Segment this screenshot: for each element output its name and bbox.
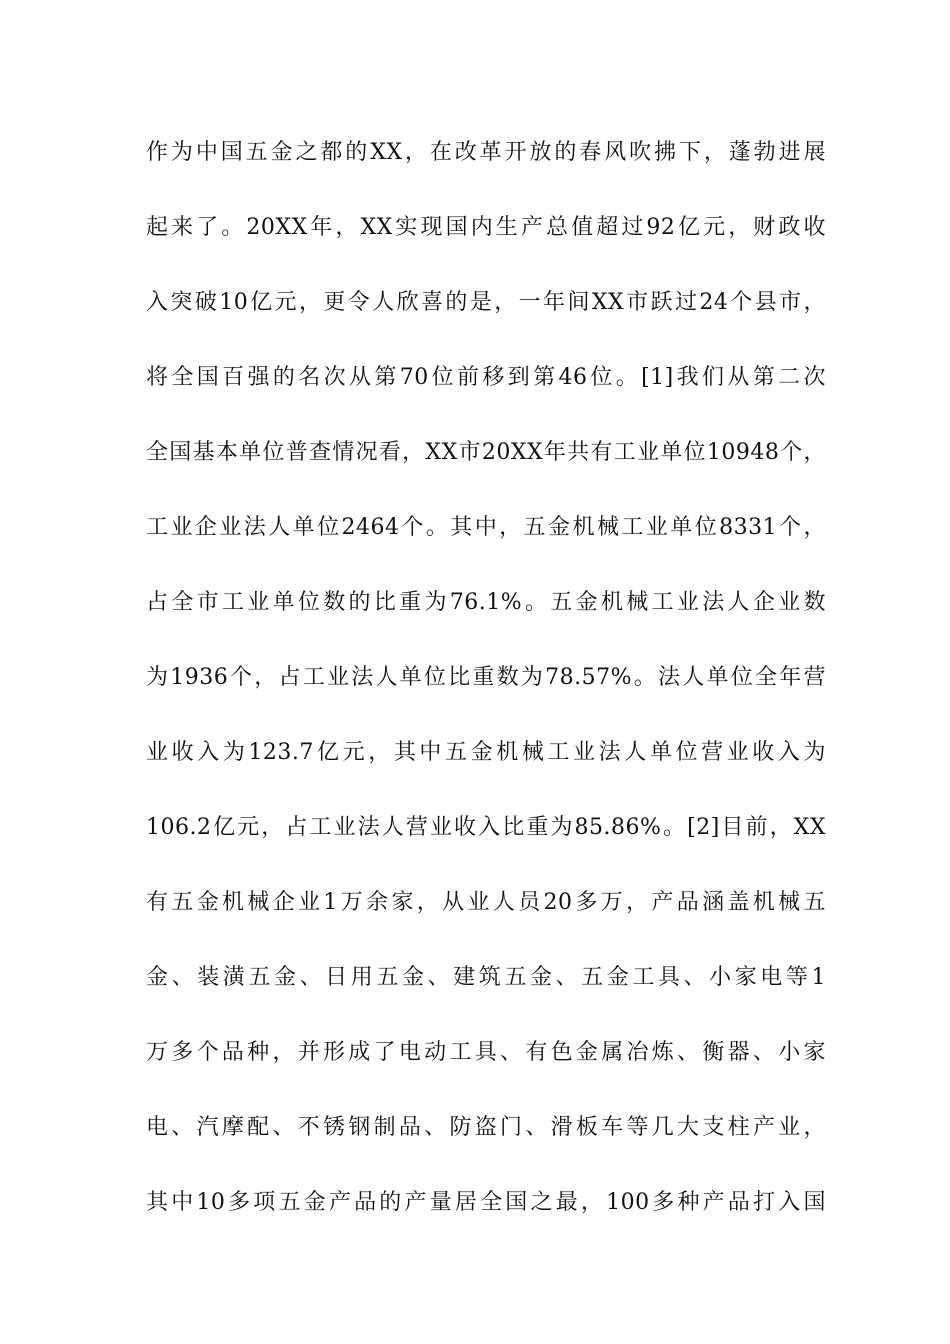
paragraph-line: 有五金机械企业1万余家，从业人员20多万，产品涵盖机械五 — [146, 890, 826, 915]
paragraph-line: 万多个品种，并形成了电动工具、有色金属冶炼、衡器、小家 — [146, 1040, 826, 1065]
paragraph-line: 占全市工业单位数的比重为76.1%。五金机械工业法人企业数 — [146, 590, 826, 615]
paragraph-line: 将全国百强的名次从第70位前移到第46位。[1]我们从第二次 — [146, 365, 826, 390]
paragraph-line: 起来了。20XX年，XX实现国内生产总值超过92亿元，财政收 — [146, 215, 826, 240]
paragraph-line: 为1936个，占工业法人单位比重数为78.57%。法人单位全年营 — [146, 665, 826, 690]
paragraph-line: 业收入为123.7亿元，其中五金机械工业法人单位营业收入为 — [146, 740, 826, 765]
paragraph-line: 作为中国五金之都的XX，在改革开放的春风吹拂下，蓬勃进展 — [146, 140, 826, 165]
paragraph-line: 入突破10亿元，更令人欣喜的是，一年间XX市跃过24个县市， — [146, 290, 826, 315]
paragraph-line: 电、汽摩配、不锈钢制品、防盗门、滑板车等几大支柱产业， — [146, 1115, 826, 1140]
paragraph-line: 全国基本单位普查情况看，XX市20XX年共有工业单位10948个， — [146, 440, 826, 465]
body-paragraph — [146, 130, 826, 1255]
paragraph-line: 其中10多项五金产品的产量居全国之最，100多种产品打入国 — [146, 1190, 826, 1215]
paragraph-line: 金、装潢五金、日用五金、建筑五金、五金工具、小家电等1 — [146, 965, 826, 990]
paragraph-line: 工业企业法人单位2464个。其中，五金机械工业单位8331个， — [146, 515, 826, 540]
paragraph-line: 106.2亿元，占工业法人营业收入比重为85.86%。[2]目前，XX — [146, 815, 826, 840]
